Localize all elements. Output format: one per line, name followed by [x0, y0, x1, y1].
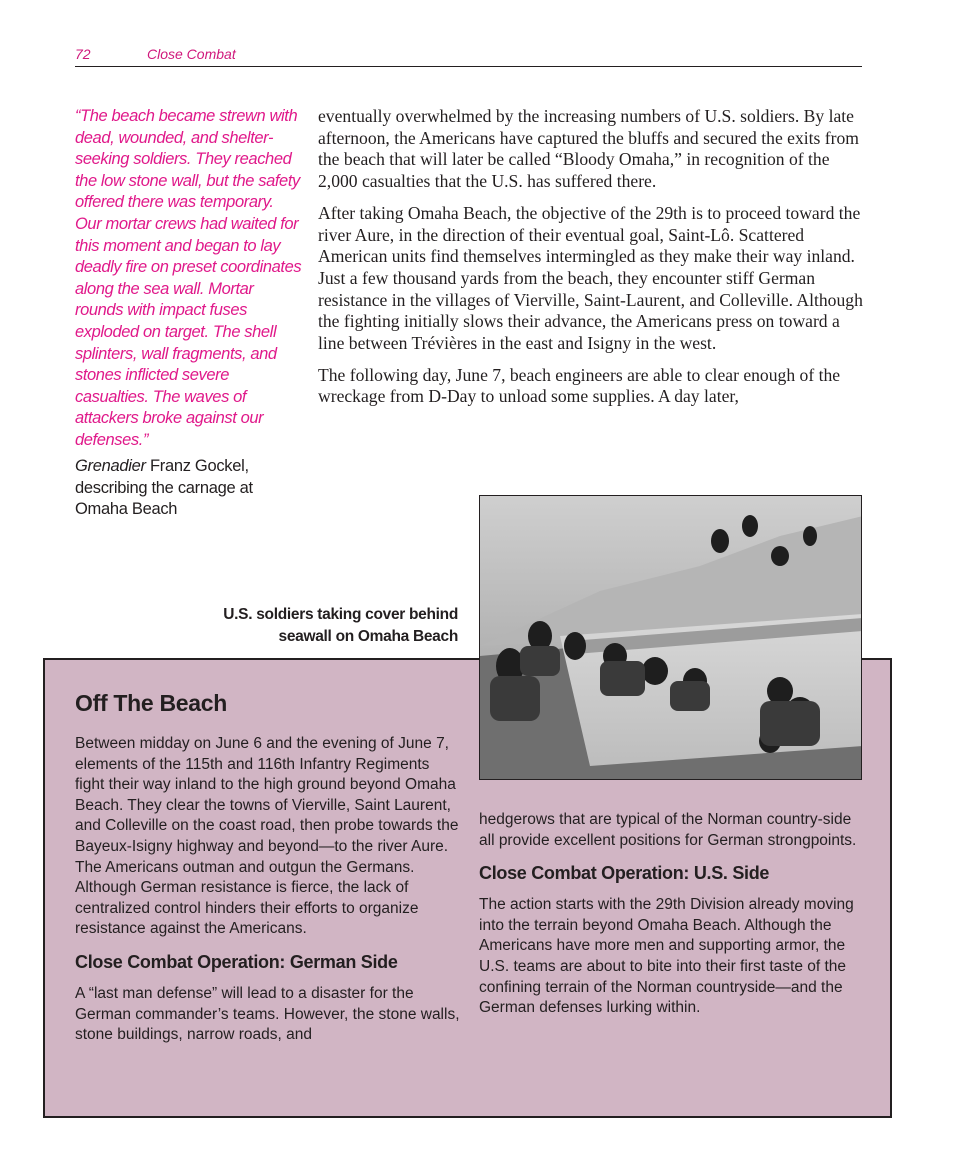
omaha-beach-photo — [479, 495, 862, 780]
attribution-rank: Grenadier — [75, 457, 146, 475]
attribution-name: Franz Gockel, describing the carnage at Omaha Beach — [75, 457, 253, 518]
german-side-heading: Close Combat Operation: German Side — [75, 951, 398, 972]
body-paragraph-1: eventually overwhelmed by the increasing numbers of U.S. soldiers. By late afternoon, the Americans have captured the bluffs and secured the exits from the beach that will later be called “Bloody Omaha,” in recognition of the 2,000 casualties that the U.S. has suffered there. — [318, 106, 859, 192]
sidebar-left-column — [75, 688, 460, 1054]
running-header — [75, 44, 862, 67]
main-text-column — [318, 106, 863, 418]
us-side-text: The action starts with the 29th Division already moving into the terrain beyond Omaha Beach. Although the Americans have more men and supporting armor, the U.S. teams are about to bite into their first taste of the confining terrain of the Norman countryside—and the German defenses lurking within. — [479, 896, 854, 1017]
page-number: 72 — [75, 46, 91, 62]
german-side-text-continued: hedgerows that are typical of the Norman country-side all provide excellent positions for German strongpoints. — [479, 811, 857, 849]
body-paragraph-2: After taking Omaha Beach, the objective of the 29th is to proceed toward the river Aure, in the direction of their eventual goal, Saint-Lô. Scattered American units find themselves intermingled as they make their way inland. Just a few thousand yards from the beach, they encounter stiff German resistance in the villages of Vierville, Saint-Laurent, and Colleville. Although the fighting initially slows their advance, the Americans press on toward a line between Trévières in the east and Isigny in the west. — [318, 202, 863, 354]
photo-caption: U.S. soldiers taking cover behind seawall on Omaha Beach — [223, 606, 458, 645]
quote-attribution — [75, 456, 275, 521]
photo-illustration — [480, 496, 862, 780]
us-side-heading: Close Combat Operation: U.S. Side — [479, 863, 770, 884]
german-side-text: A “last man defense” will lead to a disaster for the German commander’s teams. However, the stone walls, stone buildings, narrow roads, and — [75, 984, 460, 1044]
sidebar-title: Off The Beach — [75, 690, 228, 716]
pull-quote: “The beach became strewn with dead, wounded, and shelter-seeking soldiers. They reached the low stone wall, but the safety offered there was temporary. Our mortar crews had waited for this moment and began to lay deadly fire on preset coordinates along the sea wall. Mortar rounds with impact fuses exploded on target. The shell splinters, wall fragments, and stones inflicted severe casualties. The waves of attackers broke against our defenses.” — [75, 107, 302, 449]
body-paragraph-3: The following day, June 7, beach engineers are able to clear enough of the wreckage from D-Day to unload some supplies. A day later, — [318, 364, 841, 407]
sidebar-intro: Between midday on June 6 and the evening of June 7, elements of the 115th and 116th Infantry Regiments fight their way inland to the high ground beyond Omaha Beach. They clear the towns of Vierville, Saint Laurent, and Colleville on the coast road, then probe towards the Bayeux-Isigny highway and beyond—to the river Aure. The Americans outman and outgun the Germans. Although German resistance is fierce, the lack of centralized control hinders their efforts to organize resistance against the Americans. — [75, 735, 459, 938]
running-title: Close Combat — [147, 46, 236, 62]
sidebar-right-column — [479, 810, 864, 1027]
